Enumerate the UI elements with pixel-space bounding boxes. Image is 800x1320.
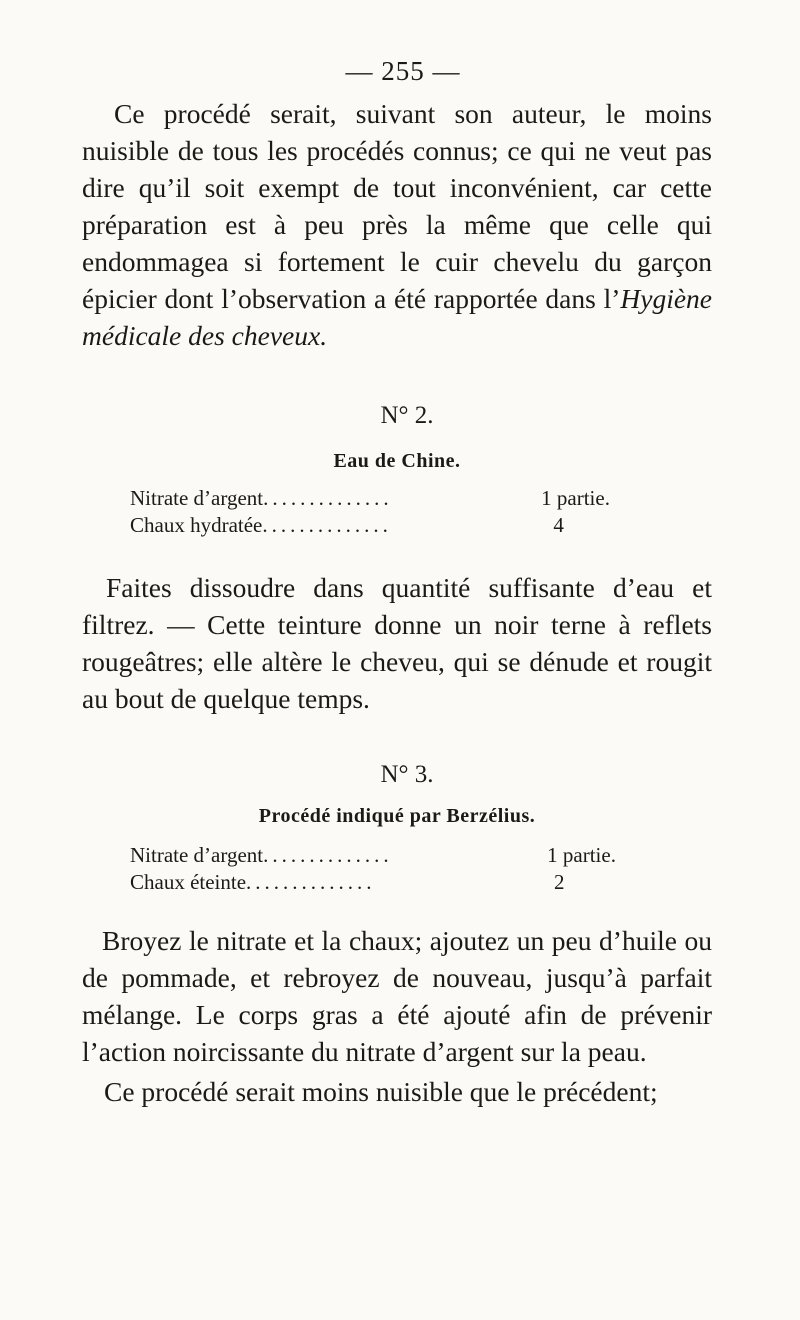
intro-paragraph-text: Ce procédé serait, suivant son auteur, le moins nuisible de tous les procédés connus; ce qui ne veut pas dire qu’il soit exempt de tout inconvénient, car cette préparation est à peu près la même que celle qui endommagea si fortement le cuir chevelu du garçon épicier dont l’observation a été rapportée dans l’ (82, 98, 712, 314)
ingredient-quantity: 2 (554, 870, 565, 894)
book-title-reference: Hygiène médicale des cheveux. (82, 283, 712, 351)
intro-paragraph (82, 95, 712, 354)
dot-leader: .............. (246, 870, 376, 894)
recipe-2-number: N° 2. (380, 402, 434, 429)
after-recipe-3-paragraph: Broyez le nitrate et la chaux; ajoutez un peu d’huile ou de pommade, et rebroyez de nouveau, jusqu’à parfait mélange. Le corps gras a été ajouté afin de prévenir l’action noircissante du nitrate d’argent sur la peau. (82, 925, 712, 1067)
after-recipe-2-paragraph: Faites dissoudre dans quantité suffisante d’eau et filtrez. — Cette teinture donne un noir terne à reflets rougeâtres; elle altère le cheveu, qui se dénude et rougit au bout de quelque temps. (82, 572, 712, 714)
ingredient-name: Chaux hydratée (130, 513, 263, 537)
ingredient-name: Nitrate d’argent (130, 486, 264, 510)
ingredient-row (130, 512, 712, 539)
ingredient-name: Chaux éteinte (130, 870, 247, 894)
ingredient-row (130, 842, 712, 869)
ingredient-quantity: 4 (553, 513, 564, 537)
ingredient-row (130, 869, 712, 896)
ingredient-quantity: 1 partie. (541, 486, 610, 510)
ingredient-quantity: 1 partie. (547, 843, 616, 867)
ingredient-row (130, 485, 712, 512)
ingredient-name: Nitrate d’argent (130, 843, 264, 867)
recipe-2-ingredients (130, 485, 712, 539)
dot-leader: .............. (263, 486, 393, 510)
dot-leader: .............. (263, 843, 393, 867)
recipe-2-title: Eau de Chine. (333, 450, 461, 472)
page-number: — 255 — (345, 56, 461, 86)
dot-leader: .............. (262, 513, 392, 537)
recipe-3-ingredients (130, 842, 712, 896)
closing-paragraph: Ce procédé serait moins nuisible que le précédent; (104, 1076, 658, 1107)
book-page (82, 56, 712, 1110)
recipe-3-number: N° 3. (380, 761, 434, 788)
recipe-3-title: Procédé indiqué par Berzélius. (258, 805, 536, 827)
